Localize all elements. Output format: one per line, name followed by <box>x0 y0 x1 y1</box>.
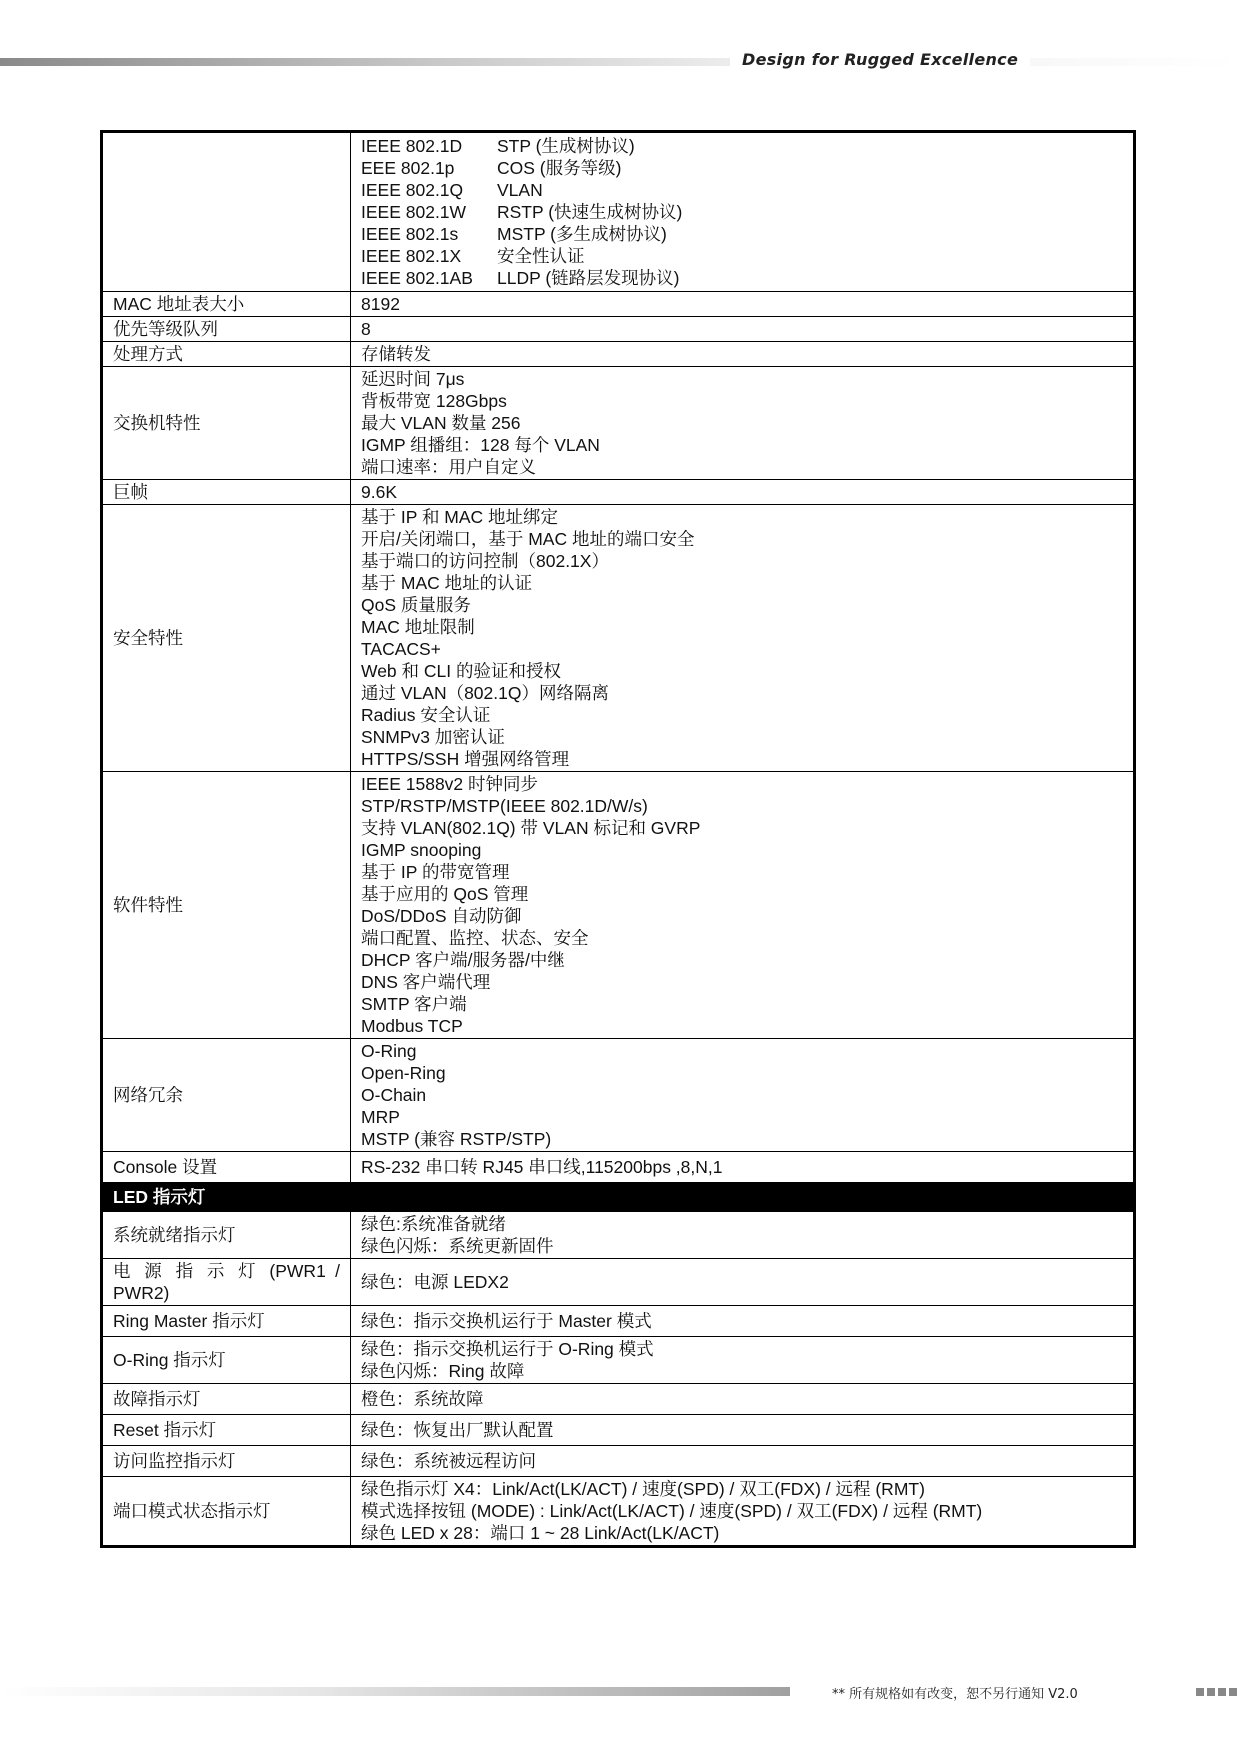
header-tagline: Design for Rugged Excellence <box>730 50 1030 69</box>
footer-decor-bar <box>0 1687 790 1696</box>
led-reset-row <box>102 1415 1135 1446</box>
jumbo-frame-value: 9.6K <box>351 480 1135 505</box>
led-access-value: 绿色：系统被远程访问 <box>351 1446 1135 1477</box>
feature-line: 支持 VLAN(802.1Q) 带 VLAN 标记和 GVRP <box>361 818 701 838</box>
protocol-line <box>361 245 1123 267</box>
led-power-row <box>102 1259 1135 1306</box>
protocol-standard: IEEE 802.1s <box>361 224 459 244</box>
software-features-label: 软件特性 <box>102 772 351 1039</box>
led-section-title: LED 指示灯 <box>102 1183 1135 1212</box>
feature-line: SNMPv3 加密认证 <box>361 727 505 747</box>
security-features-label: 安全特性 <box>102 505 351 772</box>
feature-line: 端口速率：用户自定义 <box>361 457 536 477</box>
console-label: Console 设置 <box>102 1152 351 1183</box>
led-oring-list <box>351 1337 1135 1384</box>
priority-label: 优先等级队列 <box>102 317 351 342</box>
led-desc-line: 绿色闪烁：系统更新固件 <box>361 1236 554 1256</box>
jumbo-frame-label: 巨帧 <box>102 480 351 505</box>
redundancy-row <box>102 1039 1135 1152</box>
led-ring-master-label: Ring Master 指示灯 <box>102 1306 351 1337</box>
protocol-desc: 安全性认证 <box>497 246 585 266</box>
feature-line: MAC 地址限制 <box>361 617 475 637</box>
led-access-label: 访问监控指示灯 <box>102 1446 351 1477</box>
led-access-row <box>102 1446 1135 1477</box>
jumbo-frame-row <box>102 480 1135 505</box>
led-ring-master-row <box>102 1306 1135 1337</box>
feature-line: DNS 客户端代理 <box>361 972 491 992</box>
led-desc-line: 绿色闪烁：Ring 故障 <box>361 1361 525 1381</box>
mac-table-label: MAC 地址表大小 <box>102 292 351 317</box>
protocol-standard: IEEE 802.1X <box>361 246 462 266</box>
feature-line: Web 和 CLI 的验证和授权 <box>361 661 561 681</box>
protocol-standard: IEEE 802.1W <box>361 202 467 222</box>
protocol-line <box>361 223 1123 245</box>
processing-label: 处理方式 <box>102 342 351 367</box>
feature-line: 基于 IP 的带宽管理 <box>361 862 510 882</box>
feature-line: DoS/DDoS 自动防御 <box>361 906 522 926</box>
protocol-label-cell <box>102 132 351 292</box>
feature-line: O-Ring <box>361 1041 417 1061</box>
led-section-header <box>102 1183 1135 1212</box>
protocol-line <box>361 267 1123 289</box>
led-fault-row <box>102 1384 1135 1415</box>
footer-square <box>1229 1688 1237 1696</box>
software-features-row <box>102 772 1135 1039</box>
footer-square <box>1196 1688 1204 1696</box>
led-port-mode-list <box>351 1477 1135 1547</box>
led-desc-line: 绿色：指示交换机运行于 O-Ring 模式 <box>361 1339 654 1359</box>
led-ready-list <box>351 1212 1135 1259</box>
feature-line: STP/RSTP/MSTP(IEEE 802.1D/W/s) <box>361 796 648 816</box>
security-features-list <box>351 505 1135 772</box>
protocol-desc: VLAN <box>497 180 543 200</box>
protocol-desc: COS (服务等级) <box>497 158 622 178</box>
feature-line: TACACS+ <box>361 639 441 659</box>
spec-table <box>100 130 1136 1548</box>
processing-row <box>102 342 1135 367</box>
redundancy-label: 网络冗余 <box>102 1039 351 1152</box>
led-port-mode-label: 端口模式状态指示灯 <box>102 1477 351 1547</box>
mac-table-row <box>102 292 1135 317</box>
led-desc-line: 绿色指示灯 X4：Link/Act(LK/ACT) / 速度(SPD) / 双工(FDX) / 远程 (RMT) <box>361 1479 925 1499</box>
feature-line: Radius 安全认证 <box>361 705 491 725</box>
feature-line: 基于 MAC 地址的认证 <box>361 573 533 593</box>
led-power-value: 绿色：电源 LEDX2 <box>351 1259 1135 1306</box>
protocol-desc: RSTP (快速生成树协议) <box>497 202 683 222</box>
feature-line: MSTP (兼容 RSTP/STP) <box>361 1129 552 1149</box>
priority-row <box>102 317 1135 342</box>
protocol-line <box>361 201 1123 223</box>
footer-square <box>1218 1688 1226 1696</box>
switch-features-list <box>351 367 1135 480</box>
security-features-row <box>102 505 1135 772</box>
footer-square <box>1207 1688 1215 1696</box>
protocol-standard: IEEE 802.1D <box>361 136 463 156</box>
protocol-line <box>361 135 1123 157</box>
protocol-desc: LLDP (链路层发现协议) <box>497 268 680 288</box>
feature-line: 背板带宽 128Gbps <box>361 391 507 411</box>
led-ready-row <box>102 1212 1135 1259</box>
mac-table-value: 8192 <box>351 292 1135 317</box>
feature-line: 基于 IP 和 MAC 地址绑定 <box>361 507 559 527</box>
led-ring-master-value: 绿色：指示交换机运行于 Master 模式 <box>351 1306 1135 1337</box>
processing-value: 存储转发 <box>351 342 1135 367</box>
software-features-list <box>351 772 1135 1039</box>
feature-line: 基于端口的访问控制（802.1X） <box>361 551 609 571</box>
feature-line: 最大 VLAN 数量 256 <box>361 413 521 433</box>
led-oring-label: O-Ring 指示灯 <box>102 1337 351 1384</box>
led-power-label: 电 源 指 示 灯 (PWR1 / PWR2) <box>102 1259 351 1306</box>
led-ready-label: 系统就绪指示灯 <box>102 1212 351 1259</box>
switch-features-label: 交换机特性 <box>102 367 351 480</box>
feature-line: Open-Ring <box>361 1063 446 1083</box>
feature-line: 端口配置、监控、状态、安全 <box>361 928 589 948</box>
led-oring-row <box>102 1337 1135 1384</box>
feature-line: 延迟时间 7μs <box>361 369 465 389</box>
footer-squares-decor <box>1196 1688 1237 1696</box>
protocol-standard: IEEE 802.1Q <box>361 180 464 200</box>
led-fault-value: 橙色：系统故障 <box>351 1384 1135 1415</box>
protocol-desc: MSTP (多生成树协议) <box>497 224 667 244</box>
led-reset-label: Reset 指示灯 <box>102 1415 351 1446</box>
console-row <box>102 1152 1135 1183</box>
led-desc-line: 绿色 LED x 28：端口 1 ~ 28 Link/Act(LK/ACT) <box>361 1523 720 1543</box>
protocol-desc: STP (生成树协议) <box>497 136 635 156</box>
feature-line: IGMP 组播组：128 每个 VLAN <box>361 435 600 455</box>
feature-line: QoS 质量服务 <box>361 595 471 615</box>
feature-line: SMTP 客户端 <box>361 994 467 1014</box>
feature-line: O-Chain <box>361 1085 427 1105</box>
feature-line: Modbus TCP <box>361 1016 463 1036</box>
protocol-standard: IEEE 802.1AB <box>361 268 473 288</box>
feature-line: DHCP 客户端/服务器/中继 <box>361 950 565 970</box>
redundancy-list <box>351 1039 1135 1152</box>
led-fault-label: 故障指示灯 <box>102 1384 351 1415</box>
protocol-line <box>361 157 1123 179</box>
console-value: RS-232 串口转 RJ45 串口线,115200bps ,8,N,1 <box>351 1152 1135 1183</box>
protocol-row <box>102 132 1135 292</box>
protocol-list-cell <box>351 132 1135 292</box>
feature-line: IGMP snooping <box>361 840 482 860</box>
feature-line: IEEE 1588v2 时钟同步 <box>361 774 539 794</box>
led-desc-line: 绿色:系统准备就绪 <box>361 1214 506 1234</box>
switch-features-row <box>102 367 1135 480</box>
feature-line: HTTPS/SSH 增强网络管理 <box>361 749 570 769</box>
led-desc-line: 模式选择按钮 (MODE) : Link/Act(LK/ACT) / 速度(SPD) / 双工(FDX) / 远程 (RMT) <box>361 1501 983 1521</box>
protocol-line <box>361 179 1123 201</box>
led-port-mode-row <box>102 1477 1135 1547</box>
feature-line: 通过 VLAN（802.1Q）网络隔离 <box>361 683 609 703</box>
feature-line: 基于应用的 QoS 管理 <box>361 884 529 904</box>
feature-line: MRP <box>361 1107 400 1127</box>
led-reset-value: 绿色：恢复出厂默认配置 <box>351 1415 1135 1446</box>
header-decor-bar <box>0 58 1240 66</box>
footer-note: ** 所有规格如有改变，恕不另行通知 V2.0 <box>832 1687 1078 1702</box>
protocol-standard: EEE 802.1p <box>361 158 455 178</box>
feature-line: 开启/关闭端口，基于 MAC 地址的端口安全 <box>361 529 695 549</box>
priority-value: 8 <box>351 317 1135 342</box>
